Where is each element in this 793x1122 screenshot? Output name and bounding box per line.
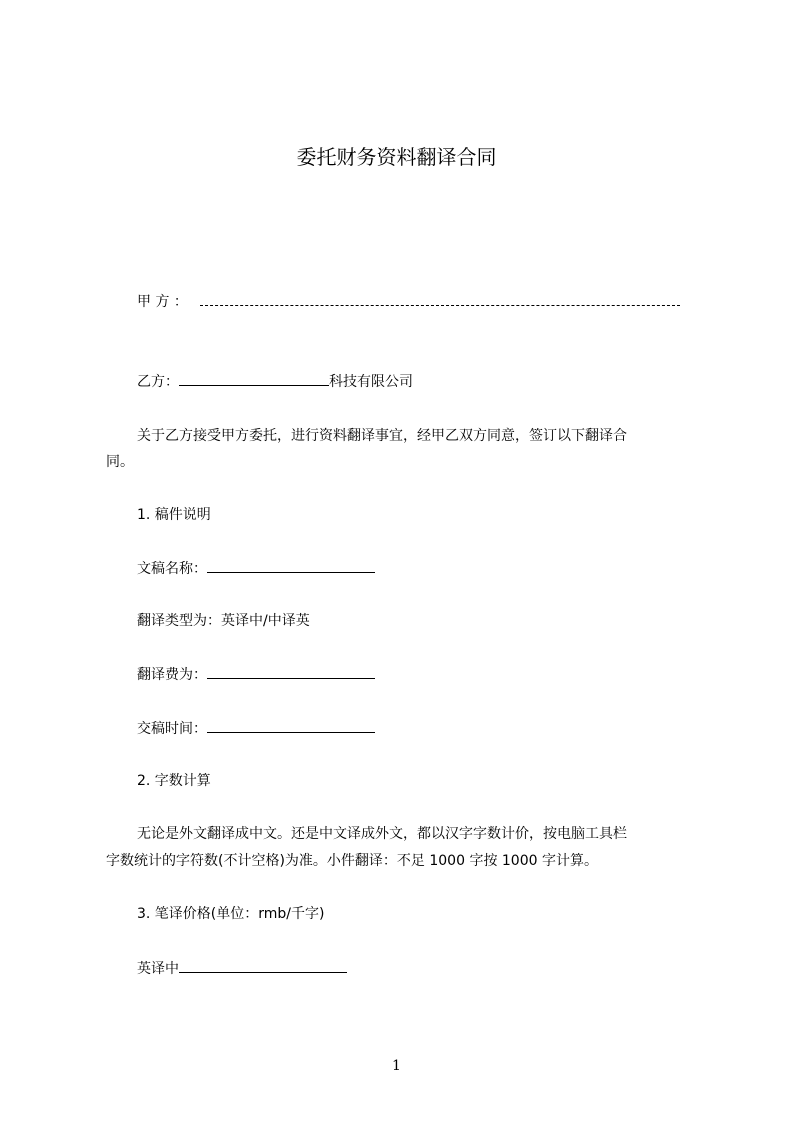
fee-label: 翻译费为： — [137, 667, 207, 683]
section-1-heading: 1. 稿件说明 — [137, 507, 211, 523]
fee-line — [137, 664, 375, 685]
en-to-zh-blank — [179, 958, 347, 973]
intro-paragraph-line-1: 关于乙方接受甲方委托，进行资料翻译事宜，经甲乙双方同意，签订以下翻译合 — [137, 428, 627, 444]
delivery-label: 交稿时间： — [137, 721, 207, 737]
en-to-zh-label: 英译中 — [137, 961, 179, 977]
en-to-zh-line — [137, 958, 347, 979]
party-a-line — [137, 292, 680, 312]
party-b-blank — [179, 371, 329, 386]
delivery-time-line — [137, 718, 375, 739]
page-number: 1 — [392, 1058, 401, 1074]
delivery-blank — [207, 718, 375, 733]
doc-name-line — [137, 558, 375, 579]
party-b-label: 乙方： — [137, 374, 179, 390]
doc-name-blank — [207, 558, 375, 573]
doc-name-label: 文稿名称： — [137, 561, 207, 577]
fee-blank — [207, 664, 375, 679]
section-3-heading: 3. 笔译价格(单位：rmb/千字) — [137, 906, 325, 922]
section-2-heading: 2. 字数计算 — [137, 773, 211, 789]
party-b-suffix: 科技有限公司 — [329, 374, 413, 390]
translation-type-line: 翻译类型为：英译中/中译英 — [137, 613, 310, 629]
party-a-label: 甲 方 ： — [137, 294, 188, 310]
section-2-paragraph-line-2: 字数统计的字符数(不计空格)为准。小件翻译：不足 1000 字按 1000 字计算。 — [106, 853, 598, 869]
party-b-line — [137, 371, 413, 392]
intro-paragraph-line-2: 同。 — [106, 454, 134, 470]
document-title: 委托财务资料翻译合同 — [296, 145, 497, 169]
section-2-paragraph-line-1: 无论是外文翻译成中文。还是中文译成外文，都以汉字字数计价，按电脑工具栏 — [137, 826, 627, 842]
party-a-blank — [200, 293, 680, 306]
